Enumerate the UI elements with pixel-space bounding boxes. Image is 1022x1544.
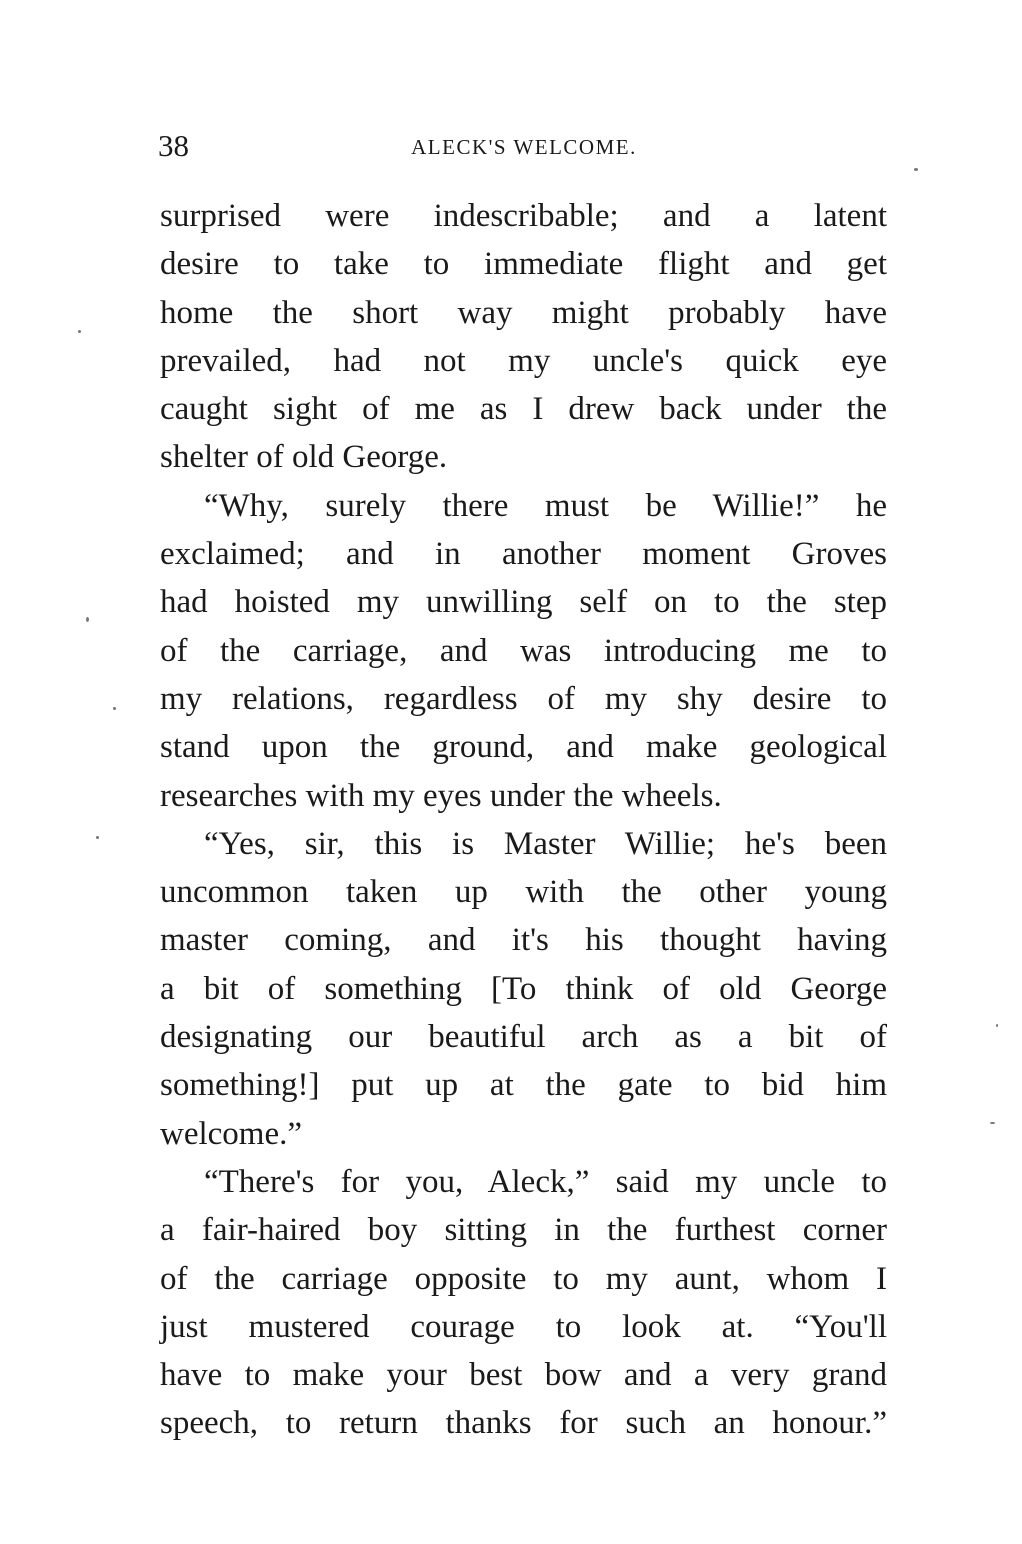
page-header <box>158 126 890 170</box>
text-line: “There's for you, Aleck,” said my uncle to <box>204 1163 887 1200</box>
text-line: caught sight of me as I drew back under the <box>160 391 887 428</box>
scan-speck <box>990 1122 995 1124</box>
text-line: have to make your best bow and a very grand <box>160 1357 887 1394</box>
text-line: stand upon the ground, and make geological <box>160 729 887 766</box>
text-line: just mustered courage to look at. “You'll <box>160 1308 887 1345</box>
scan-speck <box>78 330 81 333</box>
text-line: welcome.” <box>160 1115 303 1152</box>
scan-speck <box>86 617 89 622</box>
text-line: desire to take to immediate flight and get <box>160 246 887 283</box>
text-line: of the carriage, and was introducing me to <box>160 632 887 669</box>
text-line: a fair-haired boy sitting in the furthest corner <box>160 1212 887 1249</box>
text-line: shelter of old George. <box>160 439 448 476</box>
text-line: home the short way might probably have <box>160 294 887 331</box>
text-line: “Yes, sir, this is Master Willie; he's been <box>204 825 887 862</box>
text-line: something!] put up at the gate to bid him <box>160 1067 887 1104</box>
text-line: had hoisted my unwilling self on to the step <box>160 584 887 621</box>
text-line: designating our beautiful arch as a bit of <box>160 1019 887 1056</box>
text-line: surprised were indescribable; and a latent <box>160 198 887 234</box>
running-head: ALECK'S WELCOME. <box>411 135 637 159</box>
text-line: master coming, and it's his thought having <box>160 922 887 959</box>
scan-speck <box>113 707 116 710</box>
text-line: researches with my eyes under the wheels. <box>160 777 722 814</box>
text-line: a bit of something [To think of old George <box>160 970 887 1007</box>
page-number: 38 <box>158 128 189 163</box>
scan-speck <box>914 168 918 171</box>
text-line: uncommon taken up with the other young <box>160 874 887 911</box>
scan-speck <box>996 1024 998 1027</box>
text-line: “Why, surely there must be Willie!” he <box>204 487 887 524</box>
text-line: my relations, regardless of my shy desire to <box>160 680 887 717</box>
scan-speck <box>96 836 99 839</box>
text-line: speech, to return thanks for such an honour.” <box>160 1405 887 1442</box>
text-line: prevailed, had not my uncle's quick eye <box>160 342 887 379</box>
text-line: of the carriage opposite to my aunt, whom I <box>160 1260 887 1297</box>
text-line: exclaimed; and in another moment Groves <box>160 536 887 573</box>
body-text <box>160 192 887 1448</box>
